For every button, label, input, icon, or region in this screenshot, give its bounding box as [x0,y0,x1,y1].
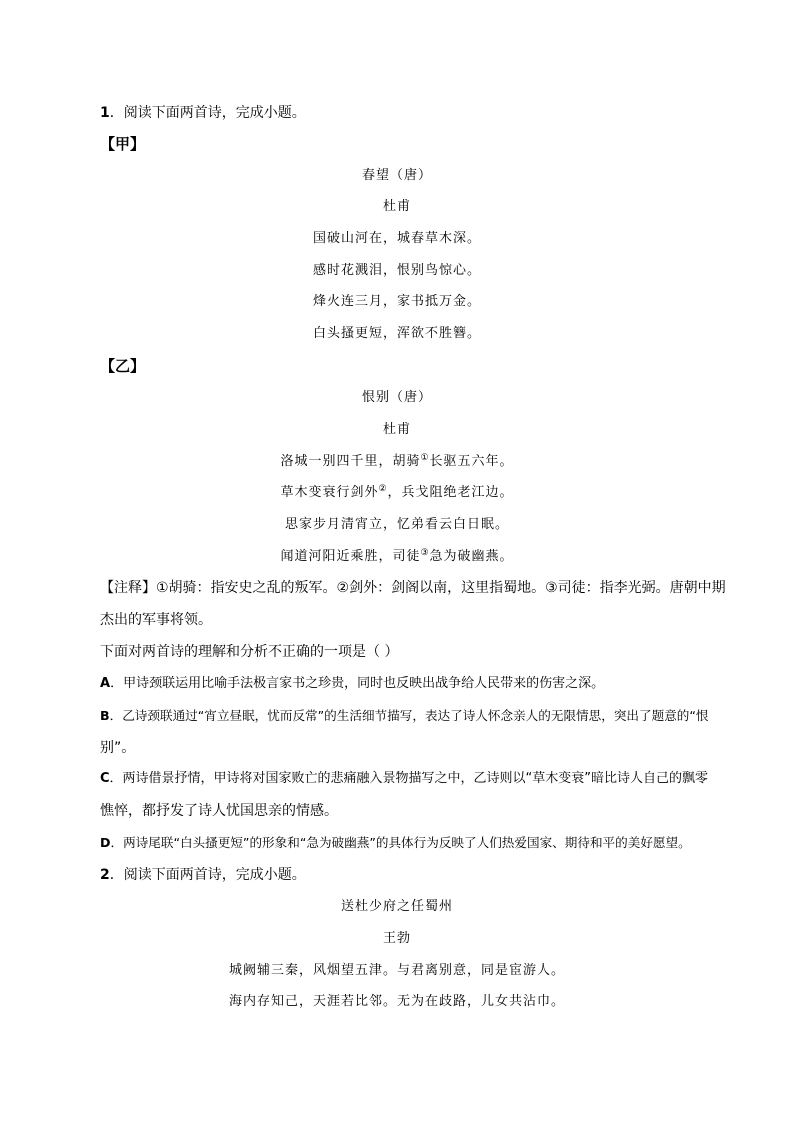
poem2-line-2a: 草木变衰行剑外 [280,485,379,500]
q1-number: 1 [100,105,110,121]
notes-line-1: 【注释】①胡骑：指安史之乱的叛军。②剑外：剑阁以南，这里指蜀地。③司徒：指李光弼。唐朝中期 [100,580,726,596]
poem2-line-2 [0,483,794,503]
poem1-author: 杜甫 [382,199,411,214]
q1-prompt-text: ．阅读下面两首诗，完成小题。 [109,105,306,121]
poem2-title: 恨别（唐） [361,390,432,405]
q1-question: 下面对两首诗的理解和分析不正确的一项是（ ） [100,644,399,660]
q2-number: 2 [100,867,110,883]
poem2-line-4b: 急为破幽燕。 [429,549,514,564]
poem2-line-2b: ，兵戈阻绝老江边。 [387,485,514,500]
footnote-mark-2: ② [378,484,388,494]
option-b-text-1: ．乙诗颈联通过“宵立昼眠，忧而反常”的生活细节描写，表达了诗人怀念亲人的无限情思，突出了题意的“恨 [109,708,709,723]
poem2-author: 杜甫 [382,422,411,437]
q2-prompt-text: ．阅读下面两首诗，完成小题。 [109,867,306,883]
poem3-title: 送杜少府之任蜀州 [340,899,453,914]
option-b-line-2: 别”。 [100,740,136,756]
poem1-title: 春望（唐） [361,168,432,183]
poem2-line-4 [0,547,794,567]
poem3-line-1: 城阙辅三秦，风烟望五津。与君离别意，同是宦游人。 [228,963,565,978]
option-b-letter: B [100,708,110,723]
option-a-text: ．甲诗颈联运用比喻手法极言家书之珍贵，同时也反映出战争给人民带来的伤害之深。 [110,676,605,691]
footnote-mark-3: ③ [420,548,430,558]
poem3-author: 王勃 [382,931,411,946]
option-c-line-1 [100,769,708,789]
option-c-letter: C [100,771,110,786]
option-d [100,833,691,853]
jia-label: 【甲】 [100,135,146,153]
poem1-line-3: 烽火连三月，家书抵万金。 [312,294,481,309]
option-a [100,674,604,694]
poem2-line-1b: 长驱五六年。 [429,454,514,469]
option-a-letter: A [100,676,111,691]
poem1-line-1: 国破山河在，城春草木深。 [312,231,481,246]
poem2-line-1a: 洛城一别四千里，胡骑 [280,454,421,469]
poem2-line-1 [0,452,794,472]
q2-prompt [100,865,306,885]
option-c-text-1: ．两诗借景抒情，甲诗将对国家败亡的悲痛融入景物描写之中，乙诗则以“草木变衰”暗比诗人自己的飘零 [109,771,709,786]
poem2-line-4a: 闻道河阳近乘胜，司徒 [280,549,421,564]
notes-line-2: 杰出的军事将领。 [100,612,212,628]
yi-label: 【乙】 [100,357,146,375]
option-d-letter: D [100,835,111,850]
poem3-line-2: 海内存知己，天涯若比邻。无为在歧路，儿女共沾巾。 [228,994,565,1009]
footnote-mark-1: ① [420,453,430,463]
poem1-line-4: 白头搔更短，浑欲不胜簪。 [312,326,481,341]
option-d-text: ．两诗尾联“白头搔更短”的形象和“急为破幽燕”的具体行为反映了人们热爱国家、期待和平的美好愿望。 [110,835,691,850]
option-b-line-1 [100,706,709,726]
option-c-line-2: 憔悴，都抒发了诗人忧国思亲的情感。 [100,803,338,819]
poem2-line-3: 思家步月清宵立，忆弟看云白日眠。 [284,517,509,532]
poem1-line-2: 感时花溅泪，恨别鸟惊心。 [312,263,481,278]
q1-prompt [100,103,306,123]
